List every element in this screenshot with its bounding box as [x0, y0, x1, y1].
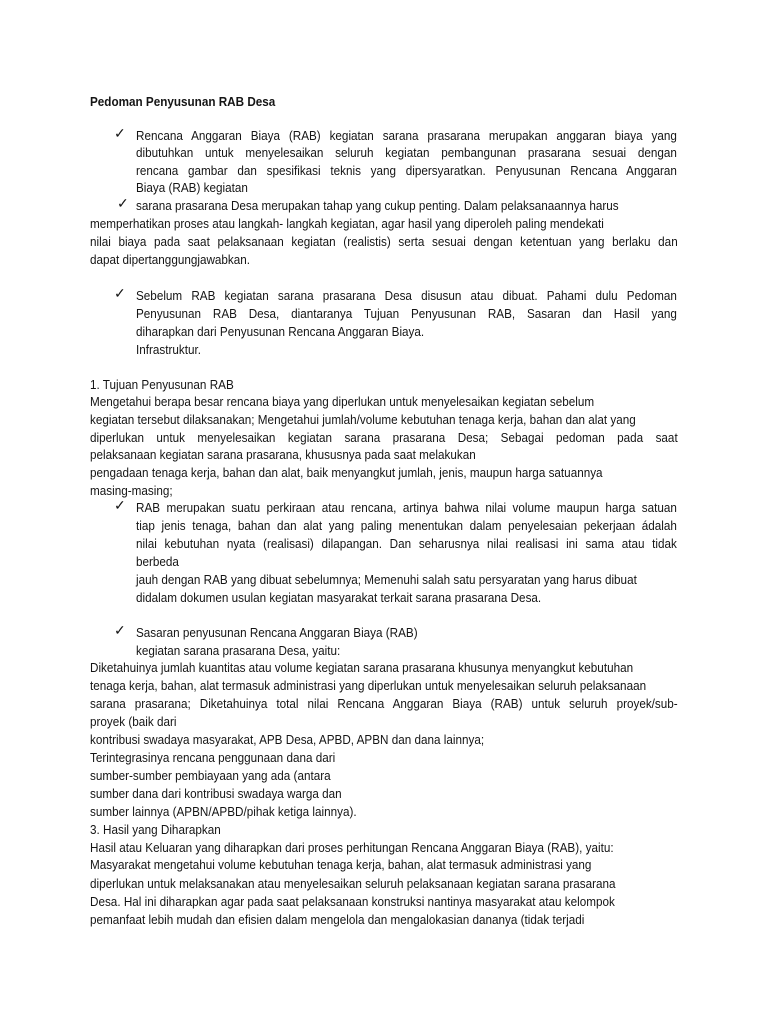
section-heading: 3. Hasil yang Diharapkan — [90, 822, 221, 837]
text-line: Masyarakat mengetahui volume kebutuhan tenaga kerja, bahan, alat termasuk administrasi yang — [90, 857, 592, 872]
text-line: sumber dana dari kontribusi swadaya warga dan — [90, 786, 342, 801]
check-icon: ✓ — [114, 285, 126, 301]
text-line: Mengetahui berapa besar rencana biaya yang diperlukan untuk menyelesaikan kegiatan sebelum — [90, 394, 595, 409]
text-line: sarana prasarana; Diketahuinya total nilai Rencana Anggaran Biaya (RAB) untuk seluruh proyek/sub- — [90, 696, 678, 711]
text-line: Sasaran penyusunan Rencana Anggaran Biaya (RAB) — [136, 625, 418, 640]
check-icon: ✓ — [114, 497, 126, 513]
check-icon: ✓ — [114, 622, 126, 638]
text-line: memperhatikan proses atau langkah- langkah kegiatan, agar hasil yang diperoleh paling mendekati — [90, 216, 604, 231]
text-line: proyek (baik dari — [90, 714, 177, 729]
text-line: dibutuhkan untuk menyelesaikan seluruh kegiatan pembangunan prasarana sesuai dengan — [136, 145, 677, 160]
text-line: rencana gambar dan spesifikasi teknis yang dipersyaratkan. Penyusunan Rencana Anggaran — [136, 163, 677, 178]
text-line: pemanfaat lebih mudah dan efisien dalam mengelola dan mengalokasian dananya (tidak terjadi — [90, 912, 585, 927]
text-line: jauh dengan RAB yang dibuat sebelumnya; Memenuhi salah satu persyaratan yang harus dibuat — [136, 572, 637, 587]
text-line: pelaksanaan kegiatan sarana prasarana, khususnya pada saat melakukan — [90, 447, 476, 462]
check-icon: ✓ — [117, 195, 129, 211]
text-line: Rencana Anggaran Biaya (RAB) kegiatan sarana prasarana merupakan anggaran biaya yang — [136, 128, 677, 143]
check-icon: ✓ — [114, 125, 126, 141]
text-line: Sebelum RAB kegiatan sarana prasarana Desa disusun atau dibuat. Pahami dulu Pedoman — [136, 288, 677, 303]
text-line: Diketahuinya jumlah kuantitas atau volume kegiatan sarana prasarana khusunya menyangkut kebutuhan — [90, 660, 634, 675]
text-line: kegiatan tersebut dilaksanakan; Mengetahui jumlah/volume kebutuhan tenaga kerja, bahan dan alat yang — [90, 412, 636, 427]
text-line: masing-masing; — [90, 483, 173, 498]
text-line: Terintegrasinya rencana penggunaan dana dari — [90, 750, 336, 765]
section-heading: 1. Tujuan Penyusunan RAB — [90, 377, 234, 392]
text-line: diperlukan untuk menyelesaikan kegiatan sarana prasarana Desa; Sebagai pedoman pada saat — [90, 430, 678, 445]
text-line: diperlukan untuk melaksanakan atau menyelesaikan seluruh pelaksanaan kegiatan sarana prasarana — [90, 876, 616, 891]
text-line: berbeda — [136, 554, 179, 569]
text-line: tenaga kerja, bahan, alat termasuk administrasi yang diperlukan untuk menyelesaikan seluruh pelaksanaan — [90, 678, 647, 693]
text-line: Infrastruktur. — [136, 342, 202, 357]
text-line: dapat dipertanggungjawabkan. — [90, 252, 251, 267]
text-line: diharapkan dari Penyusunan Rencana Anggaran Biaya. — [136, 324, 425, 339]
text-line: didalam dokumen usulan kegiatan masyarakat terkait sarana prasarana Desa. — [136, 590, 542, 605]
text-line: nilai biaya pada saat pelaksanaan kegiatan (realistis) serta sesuai dengan ketentuan yang berlaku dan — [90, 234, 678, 249]
text-line: sarana prasarana Desa merupakan tahap yang cukup penting. Dalam pelaksanaannya harus — [136, 198, 619, 213]
text-line: RAB merupakan suatu perkiraan atau rencana, artinya bahwa nilai volume maupun harga satuan — [136, 500, 677, 515]
text-line: Desa. Hal ini diharapkan agar pada saat pelaksanaan konstruksi nantinya masyarakat atau kelompok — [90, 894, 615, 909]
text-line: Penyusunan RAB Desa, diantaranya Tujuan Penyusunan RAB, Sasaran dan Hasil yang — [136, 306, 677, 321]
text-line: Hasil atau Keluaran yang diharapkan dari proses perhitungan Rencana Anggaran Biaya (RAB), yaitu: — [90, 840, 614, 855]
text-line: kegiatan sarana prasarana Desa, yaitu: — [136, 643, 341, 658]
text-line: sumber lainnya (APBN/APBD/pihak ketiga lainnya). — [90, 804, 357, 819]
text-line: Biaya (RAB) kegiatan — [136, 180, 248, 195]
text-line: nilai kebutuhan nyata (realisasi) dilapangan. Dan seharusnya nilai realisasi ini sama atau tidak — [136, 536, 677, 551]
text-line: kontribusi swadaya masyarakat, APB Desa, APBD, APBN dan dana lainnya; — [90, 732, 485, 747]
text-line: pengadaan tenaga kerja, bahan dan alat, baik menyangkut jumlah, jenis, maupun harga satuannya — [90, 465, 603, 480]
text-line: sumber-sumber pembiayaan yang ada (antara — [90, 768, 331, 783]
document-title: Pedoman Penyusunan RAB Desa — [90, 94, 276, 109]
text-line: tiap jenis tenaga, bahan dan alat yang paling menentukan dalam penyelesaian pekerjaan ádalah — [136, 518, 677, 533]
